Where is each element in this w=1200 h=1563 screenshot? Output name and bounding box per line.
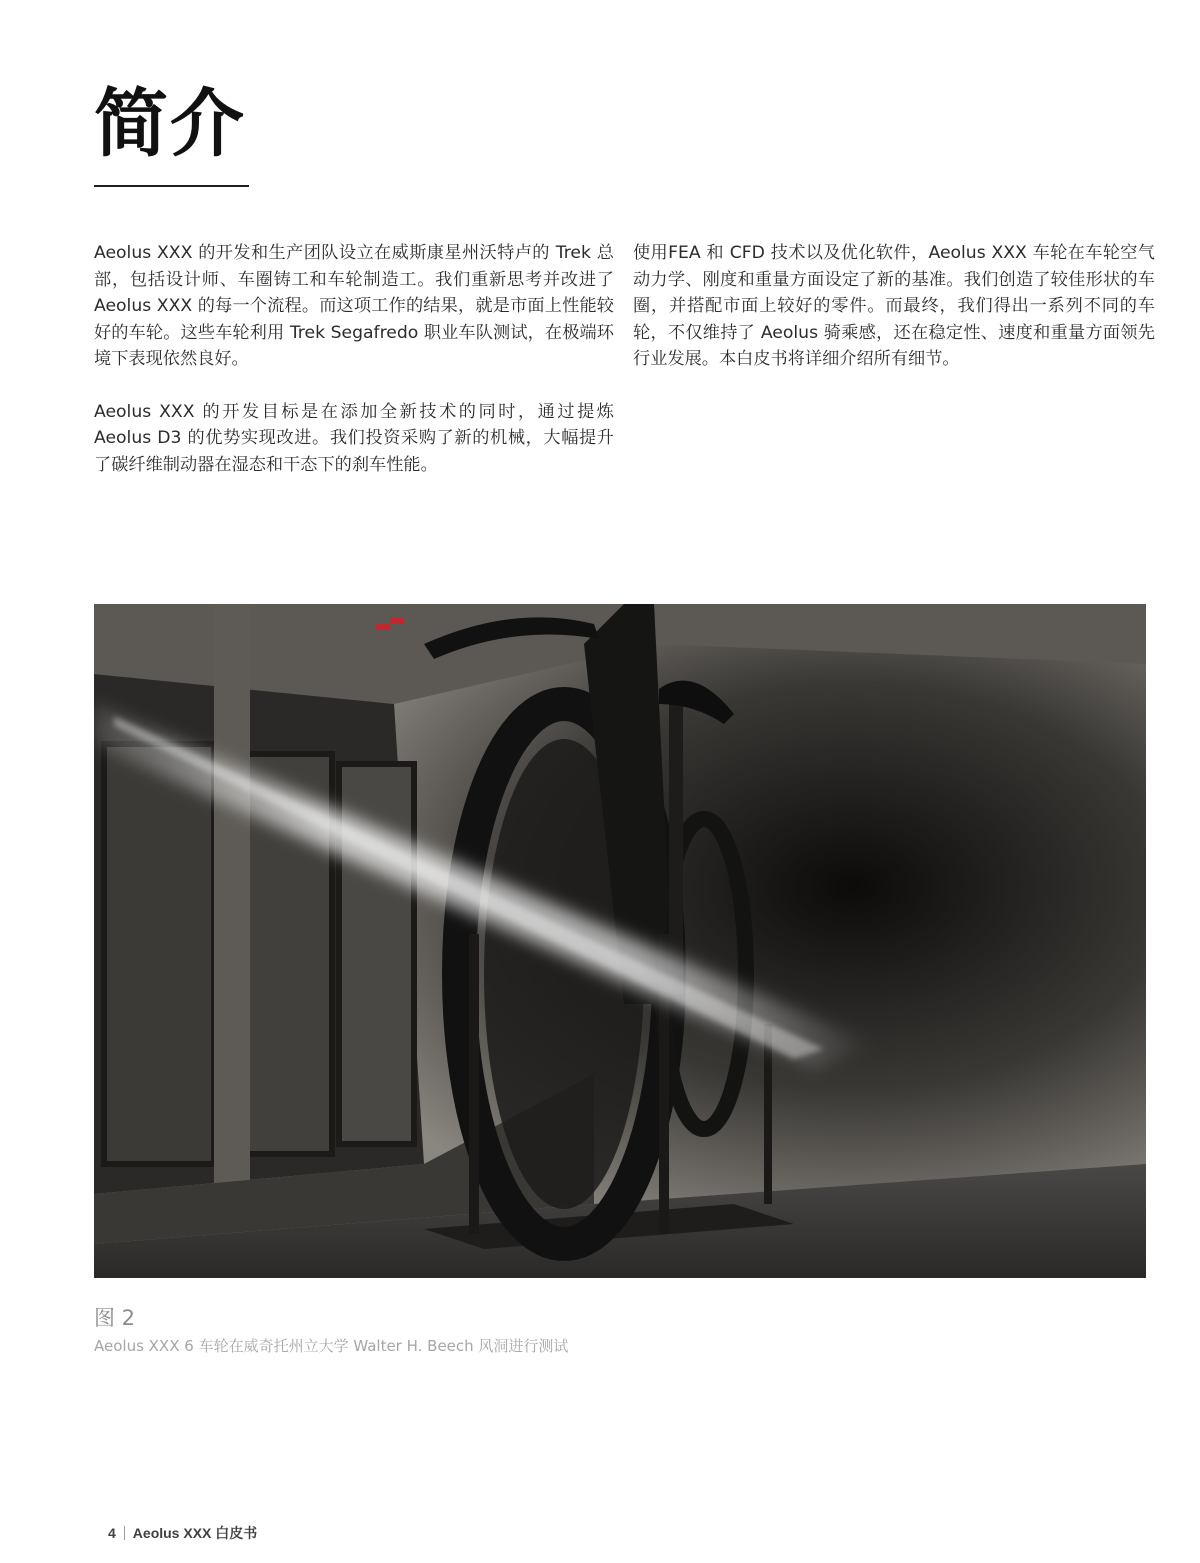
page-footer <box>108 1523 257 1543</box>
figure-caption: Aeolus XXX 6 车轮在威奇托州立大学 Walter H. Beech 风洞进行测试 <box>94 1337 569 1355</box>
paragraph: Aeolus XXX 的开发和生产团队设立在威斯康星州沃特卢的 Trek 总部，包括设计师、车圈铸工和车轮制造工。我们重新思考并改进了 Aeolus XXX 的每一个流程。而这项工作的结果，就是市面上性能较好的车轮。这些车轮利用 Trek Segafredo 职业车队测试，在极端环境下表现依然良好。 <box>94 243 614 369</box>
left-text-column <box>94 240 614 504</box>
page-title: 简介 <box>94 81 246 167</box>
paragraph: Aeolus XXX 的开发目标是在添加全新技术的同时，通过提炼 Aeolus D3 的优势实现改进。我们投资采购了新的机械，大幅提升了碳纤维制动器在湿态和干态下的刹车性能。 <box>94 401 614 475</box>
paragraph: 使用FEA 和 CFD 技术以及优化软件，Aeolus XXX 车轮在车轮空气动力学、刚度和重量方面设定了新的基准。我们创造了较佳形状的车圈，并搭配市面上较好的零件。而最终，我们得出一系列不同的车轮，不仅维持了 Aeolus 骑乘感，还在稳定性、速度和重量方面领先行业发展。本白皮书将详细介绍所有细节。 <box>633 243 1155 369</box>
right-text-column <box>633 240 1155 399</box>
figure-label: 图 2 <box>94 1306 136 1330</box>
wind-tunnel-photo <box>94 604 1146 1278</box>
footer-separator <box>124 1526 125 1540</box>
title-divider <box>94 185 249 187</box>
document-name: Aeolus XXX 白皮书 <box>132 1525 258 1541</box>
page-number: 4 <box>108 1525 116 1541</box>
